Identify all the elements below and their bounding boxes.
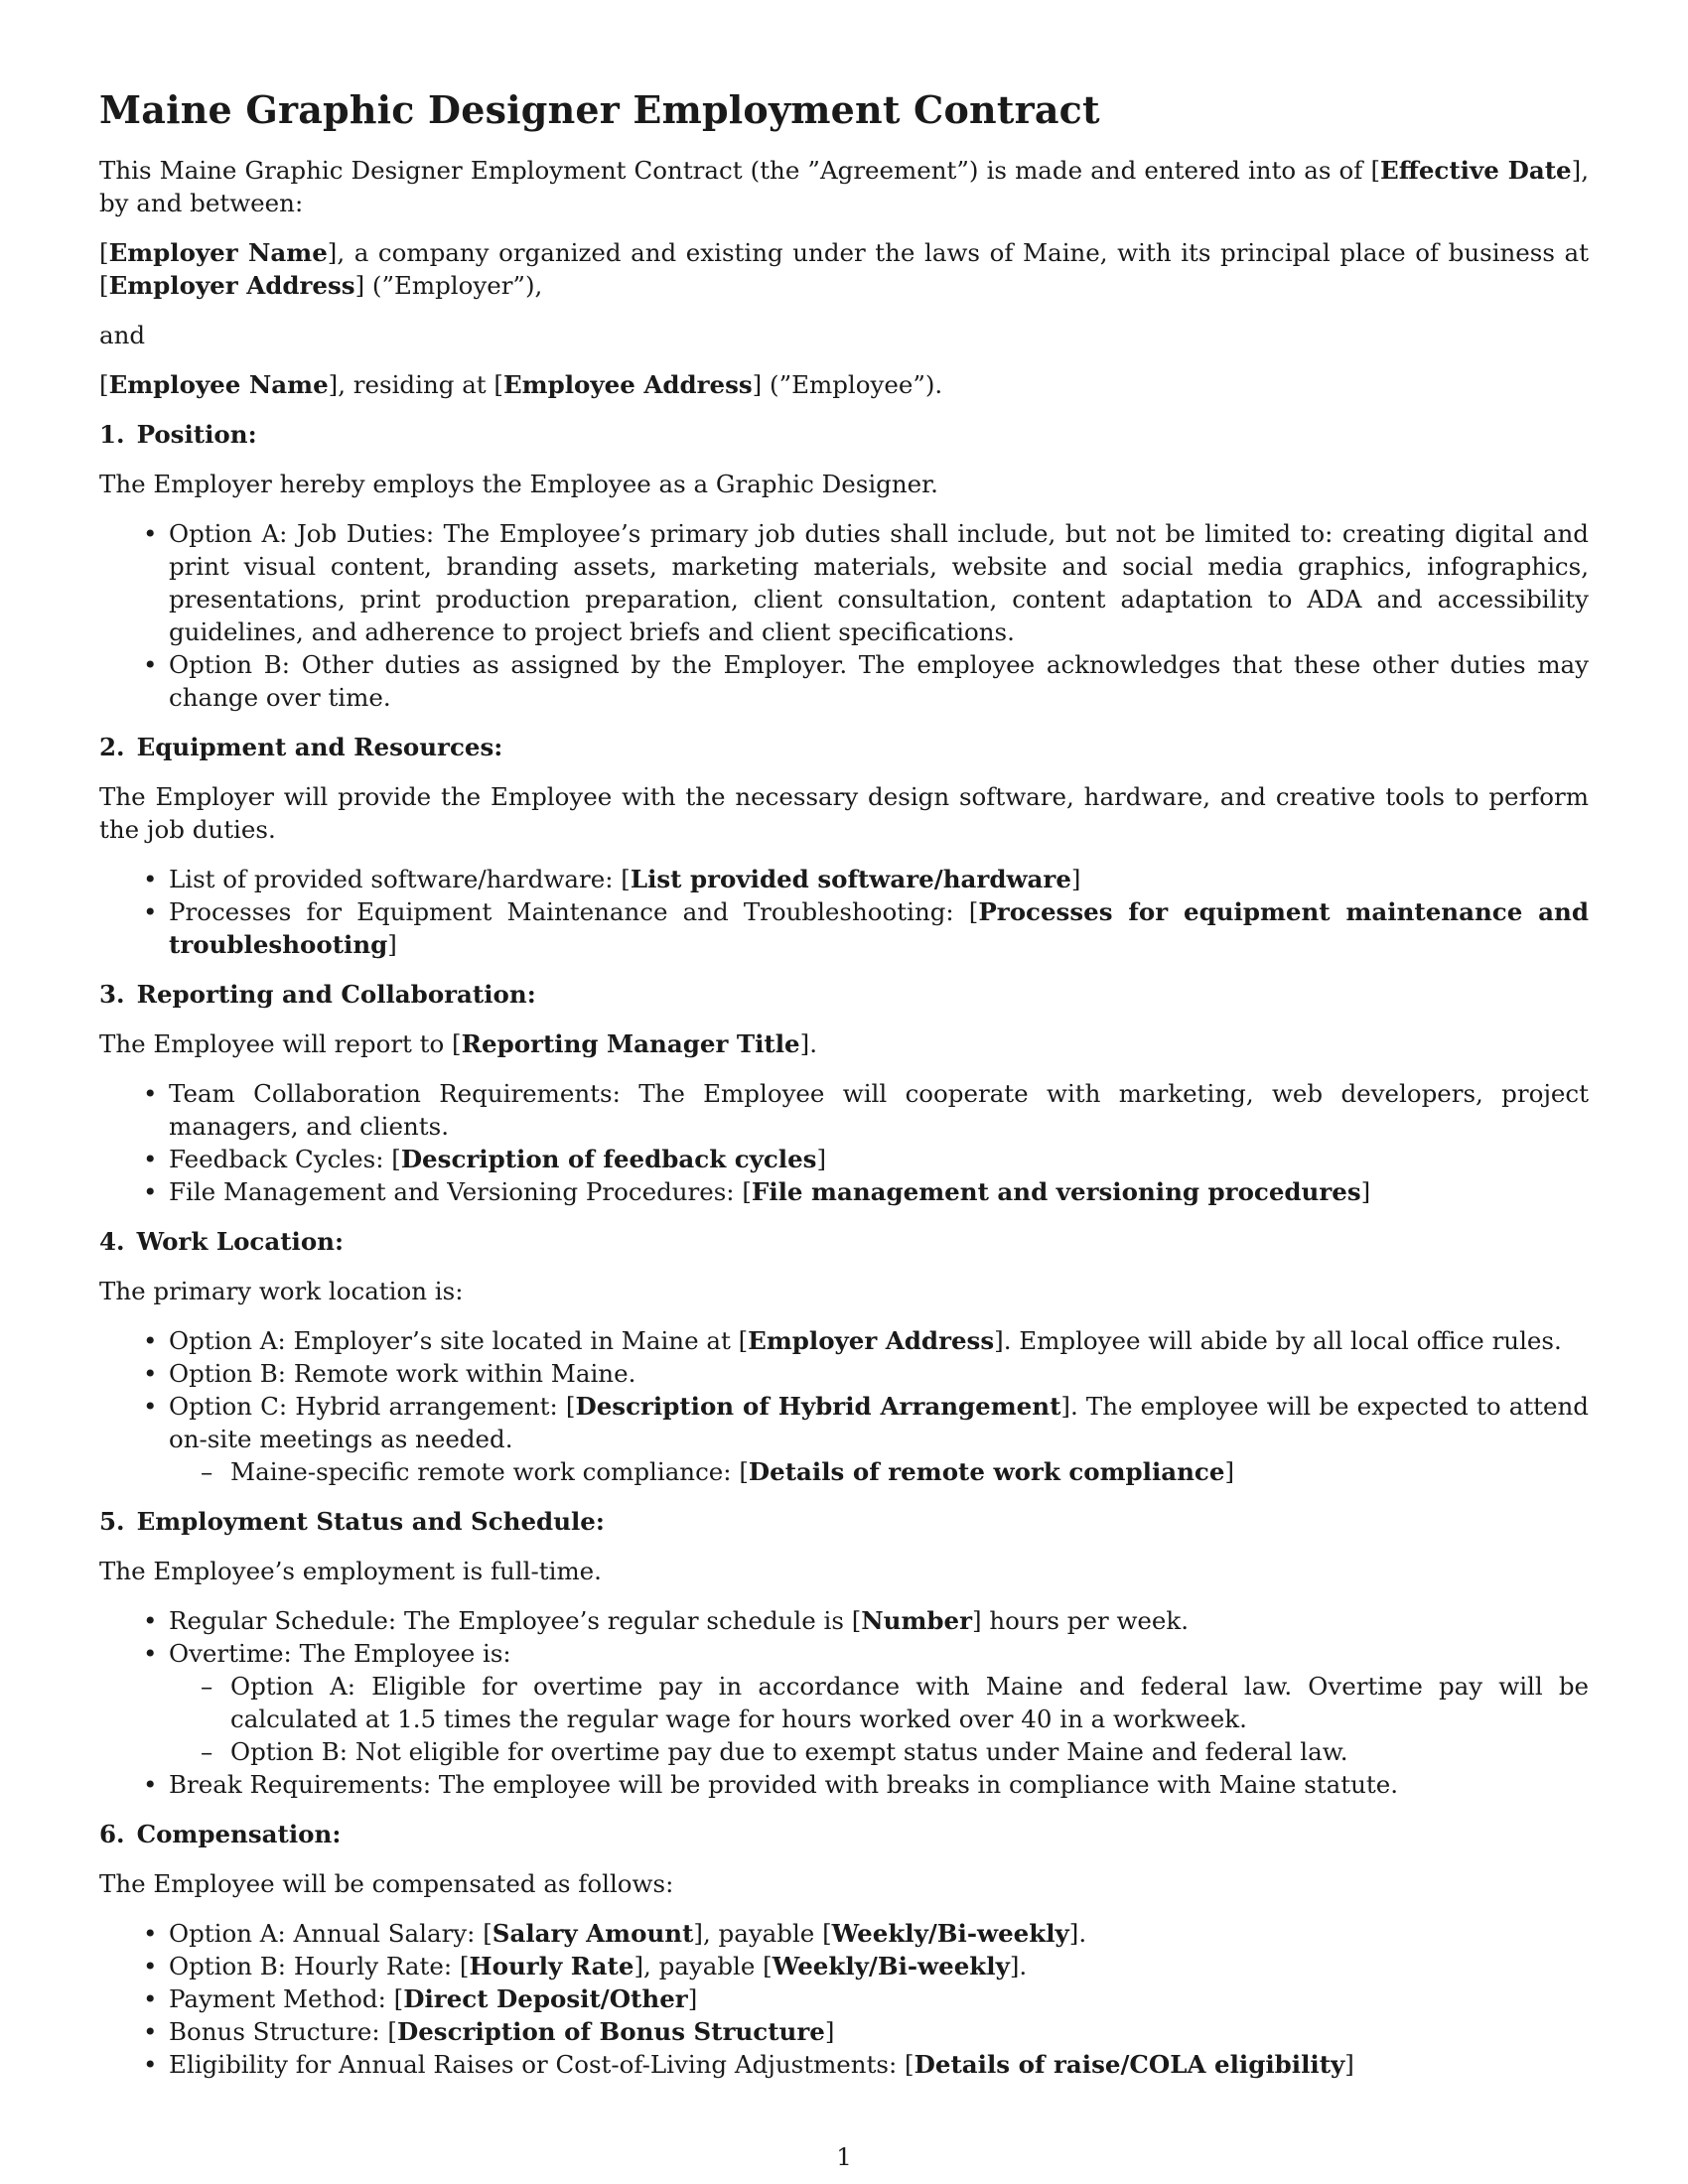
employer-name-field: Employer Name bbox=[108, 238, 328, 267]
list-item: • Regular Schedule: The Employee’s regular schedule is [Number] hours per week. bbox=[169, 1604, 1589, 1637]
list-item: • Overtime: The Employee is: – Option A: Eligible for overtime pay in accordance with Maine and federal law. Overtime pay will be calculated at 1.5 times the regular wage for hours worked over 40 in a workweek. – Option B: Not eligible for overtime pay due to exempt status under Maine and federal law. bbox=[169, 1637, 1589, 1768]
employee-address-field: Employee Address bbox=[503, 370, 753, 399]
list-item: • Break Requirements: The employee will be provided with breaks in compliance with Maine statute. bbox=[169, 1768, 1589, 1801]
section-3-intro: The Employee will report to [Reporting Manager Title]. bbox=[99, 1029, 817, 1058]
list-item: • Payment Method: [Direct Deposit/Other] bbox=[169, 1982, 1589, 2015]
list-item: • List of provided software/hardware: [List provided software/hardware] bbox=[169, 863, 1589, 895]
section-2-list bbox=[99, 863, 1589, 961]
sub-list-item: – Option A: Eligible for overtime pay in accordance with Maine and federal law. Overtime pay will be calculated at 1.5 times the regular wage for hours worked over 40 in a workweek. bbox=[230, 1670, 1589, 1735]
sub-list bbox=[169, 1455, 1589, 1488]
section-6-list bbox=[99, 1917, 1589, 2081]
list-item: • Eligibility for Annual Raises or Cost-of-Living Adjustments: [Details of raise/COLA eligibility] bbox=[169, 2048, 1589, 2081]
list-item: • Option B: Remote work within Maine. bbox=[169, 1357, 1589, 1390]
sub-list bbox=[169, 1670, 1589, 1768]
list-item: • Bonus Structure: [Description of Bonus Structure] bbox=[169, 2015, 1589, 2048]
section-heading-reporting: 3. Reporting and Collaboration: bbox=[99, 980, 536, 1009]
section-4-intro: The primary work location is: bbox=[99, 1277, 464, 1305]
section-5-list bbox=[99, 1604, 1589, 1801]
sub-list-item: – Option B: Not eligible for overtime pay due to exempt status under Maine and federal law. bbox=[230, 1735, 1589, 1768]
section-heading-equipment: 2. Equipment and Resources: bbox=[99, 733, 503, 761]
employer-paragraph: [Employer Name], a company organized and existing under the laws of Maine, with its principal place of business at [Employer Address] (”Employer”), bbox=[99, 238, 1589, 300]
list-item: • Option A: Employer’s site located in Maine at [Employer Address]. Employee will abide by all local office rules. bbox=[169, 1324, 1589, 1357]
section-4-list bbox=[99, 1324, 1589, 1488]
section-5-intro: The Employee’s employment is full-time. bbox=[99, 1557, 602, 1585]
intro-paragraph: This Maine Graphic Designer Employment Contract (the ”Agreement”) is made and entered into as of [Effective Date], by and between: bbox=[99, 156, 1590, 217]
list-item: • Option B: Other duties as assigned by the Employer. The employee acknowledges that these other duties may change over time. bbox=[169, 648, 1589, 714]
list-item: • Processes for Equipment Maintenance and Troubleshooting: [Processes for equipment maintenance and troubleshooting] bbox=[169, 895, 1589, 961]
section-1-intro: The Employer hereby employs the Employee as a Graphic Designer. bbox=[99, 470, 938, 498]
list-item: • File Management and Versioning Procedures: [File management and versioning procedures] bbox=[169, 1175, 1589, 1208]
document-title: Maine Graphic Designer Employment Contract bbox=[99, 87, 1100, 132]
sub-list-item: – Maine-specific remote work compliance: [Details of remote work compliance] bbox=[230, 1455, 1589, 1488]
employee-paragraph: [Employee Name], residing at [Employee Address] (”Employee”). bbox=[99, 370, 943, 399]
page-number: 1 bbox=[836, 2142, 852, 2171]
effective-date-field: Effective Date bbox=[1380, 156, 1572, 185]
list-item: • Option A: Annual Salary: [Salary Amount], payable [Weekly/Bi-weekly]. bbox=[169, 1917, 1589, 1950]
employee-name-field: Employee Name bbox=[108, 370, 329, 399]
list-item: • Feedback Cycles: [Description of feedback cycles] bbox=[169, 1143, 1589, 1175]
list-item: • Option C: Hybrid arrangement: [Description of Hybrid Arrangement]. The employee will be expected to attend on-site meetings as needed. – Maine-specific remote work compliance: [Details of remote work compliance] bbox=[169, 1390, 1589, 1488]
section-heading-position: 1. Position: bbox=[99, 420, 257, 449]
section-heading-compensation: 6. Compensation: bbox=[99, 1820, 342, 1848]
section-heading-work-location: 4. Work Location: bbox=[99, 1227, 345, 1256]
list-item: • Option B: Hourly Rate: [Hourly Rate], payable [Weekly/Bi-weekly]. bbox=[169, 1950, 1589, 1982]
employer-address-field: Employer Address bbox=[108, 271, 355, 300]
section-3-list bbox=[99, 1077, 1589, 1208]
section-2-intro: The Employer will provide the Employee with the necessary design software, hardware, and creative tools to perform the job duties. bbox=[99, 782, 1589, 844]
section-1-list bbox=[99, 517, 1589, 714]
and-text: and bbox=[99, 321, 146, 349]
section-6-intro: The Employee will be compensated as follows: bbox=[99, 1869, 674, 1898]
list-item: • Option A: Job Duties: The Employee’s primary job duties shall include, but not be limited to: creating digital and print visual content, branding assets, marketing materials, website and social media graphics, infographics, presentations, print production preparation, client consultation, content adaptation to ADA and accessibility guidelines, and adherence to project briefs and client specifications. bbox=[169, 517, 1589, 648]
section-heading-employment-status: 5. Employment Status and Schedule: bbox=[99, 1507, 605, 1536]
list-item: • Team Collaboration Requirements: The Employee will cooperate with marketing, web developers, project managers, and clients. bbox=[169, 1077, 1589, 1143]
